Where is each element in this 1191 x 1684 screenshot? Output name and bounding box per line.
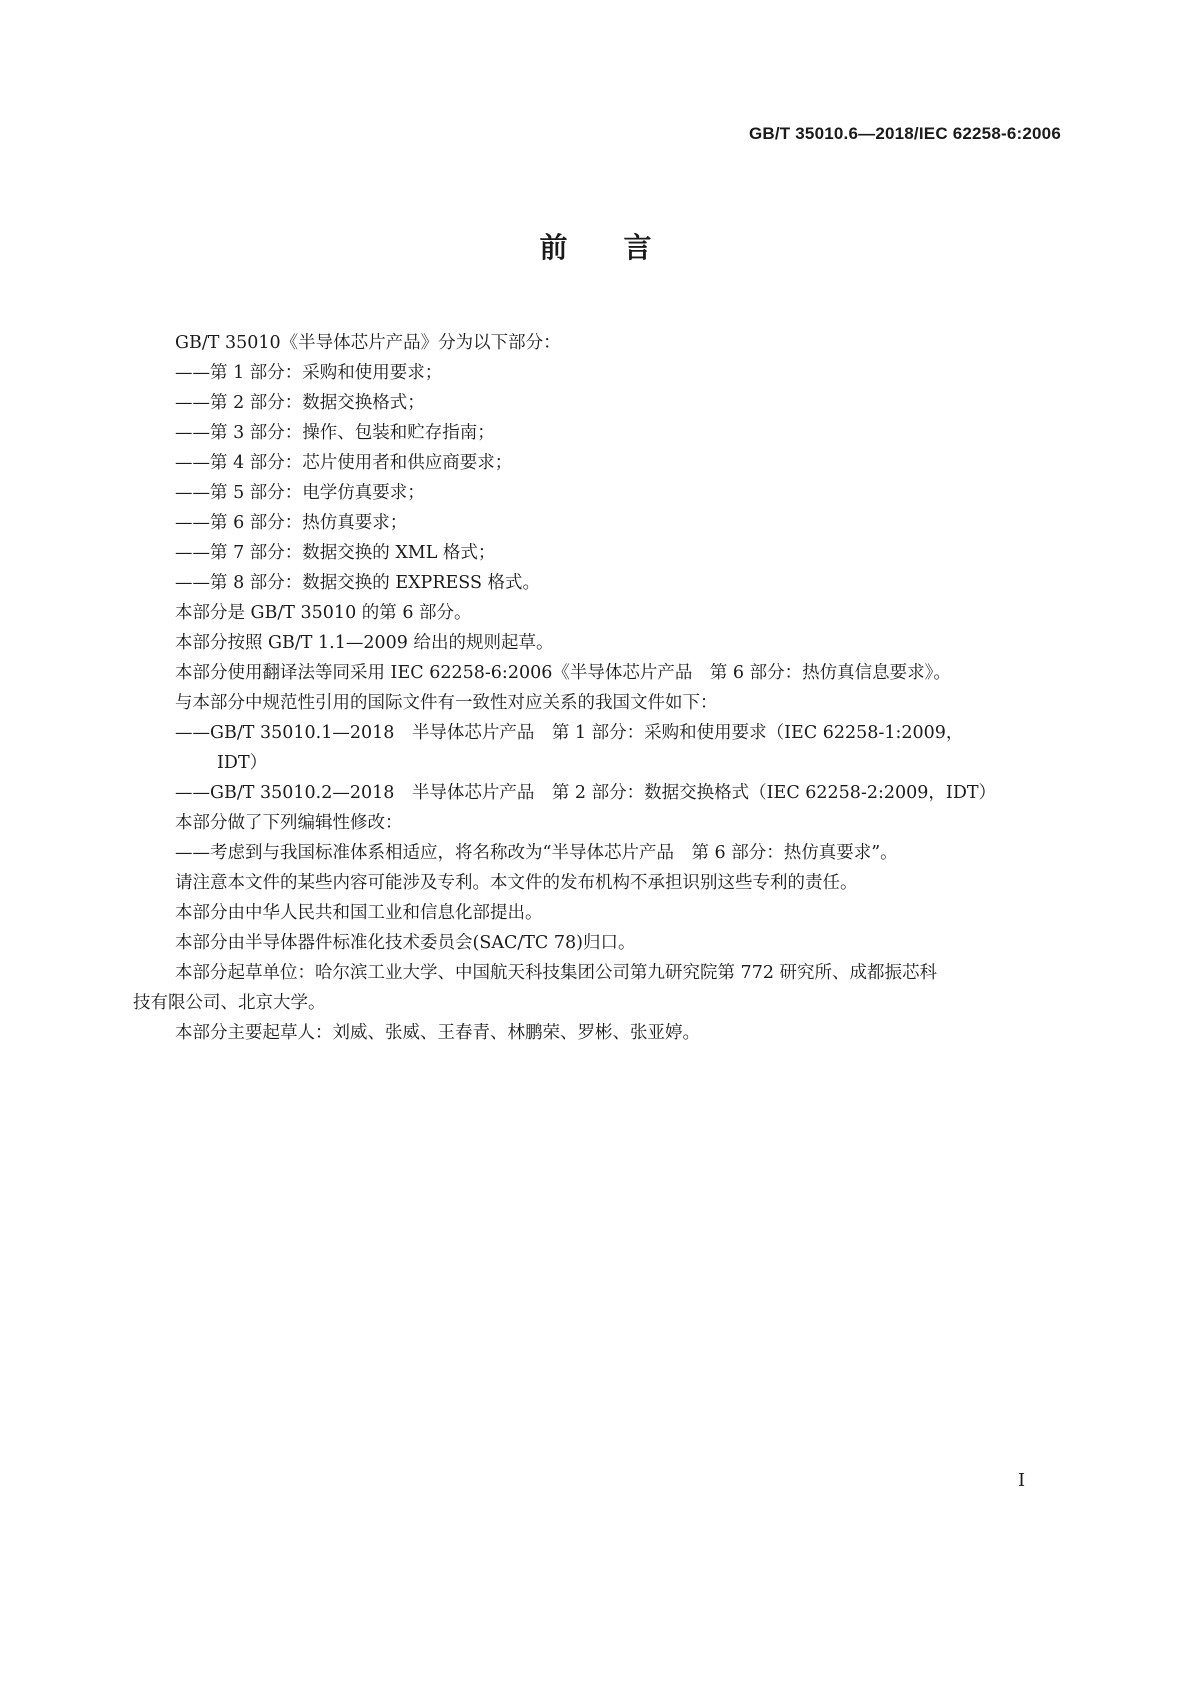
page-title: 前言 <box>539 231 708 264</box>
list-item-part-5: ——第 5 部分：电学仿真要求； <box>175 483 425 503</box>
list-item-part-2: ——第 2 部分：数据交换格式； <box>175 393 425 413</box>
reference-item-2: ——GB/T 35010.2—2018 半导体芯片产品 第 2 部分：数据交换格式（IEC 62258-2:2009，IDT） <box>175 783 997 803</box>
reference-item-1: ——GB/T 35010.1—2018 半导体芯片产品 第 1 部分：采购和使用要求（IEC 62258-1:2009， <box>175 723 964 743</box>
list-item-part-8: ——第 8 部分：数据交换的 EXPRESS 格式。 <box>175 573 541 593</box>
paragraph-proposed-by: 本部分由中华人民共和国工业和信息化部提出。 <box>175 903 543 923</box>
paragraph-parts-intro: GB/T 35010《半导体芯片产品》分为以下部分： <box>175 333 561 353</box>
paragraph-references-intro: 与本部分中规范性引用的国际文件有一致性对应关系的我国文件如下： <box>175 693 718 713</box>
list-item-part-6: ——第 6 部分：热仿真要求； <box>175 513 408 533</box>
paragraph-drafters: 本部分主要起草人：刘威、张威、王春青、林鹏荣、罗彬、张亚婷。 <box>175 1023 700 1043</box>
editorial-change-item: ——考虑到与我国标准体系相适应，将名称改为“半导体芯片产品 第 6 部分：热仿真要求”。 <box>175 843 898 863</box>
list-item-part-7: ——第 7 部分：数据交换的 XML 格式； <box>175 543 496 563</box>
paragraph-technical-committee: 本部分由半导体器件标准化技术委员会(SAC/TC 78)归口。 <box>175 933 636 953</box>
paragraph-part-number: 本部分是 GB/T 35010 的第 6 部分。 <box>175 603 472 623</box>
paragraph-editorial-changes: 本部分做了下列编辑性修改： <box>175 813 403 833</box>
reference-item-1-continued: IDT） <box>217 753 268 773</box>
list-item-part-3: ——第 3 部分：操作、包装和贮存指南； <box>175 423 495 443</box>
list-item-part-1: ——第 1 部分：采购和使用要求； <box>175 363 443 383</box>
list-item-part-4: ——第 4 部分：芯片使用者和供应商要求； <box>175 453 513 473</box>
paragraph-drafting-units-continued: 技有限公司、北京大学。 <box>133 993 326 1013</box>
paragraph-drafting-units: 本部分起草单位：哈尔滨工业大学、中国航天科技集团公司第九研究院第 772 研究所、成都振芯科 <box>175 963 938 983</box>
page-number: I <box>1018 1470 1026 1491</box>
paragraph-patent-notice: 请注意本文件的某些内容可能涉及专利。本文件的发布机构不承担识别这些专利的责任。 <box>175 873 858 893</box>
standard-code-header: GB/T 35010.6—2018/IEC 62258-6:2006 <box>748 124 1061 143</box>
paragraph-adoption: 本部分使用翻译法等同采用 IEC 62258-6:2006《半导体芯片产品 第 6 部分：热仿真信息要求》。 <box>175 663 951 683</box>
paragraph-drafting-rules: 本部分按照 GB/T 1.1—2009 给出的规则起草。 <box>175 633 554 653</box>
foreword-body <box>133 328 1059 1048</box>
